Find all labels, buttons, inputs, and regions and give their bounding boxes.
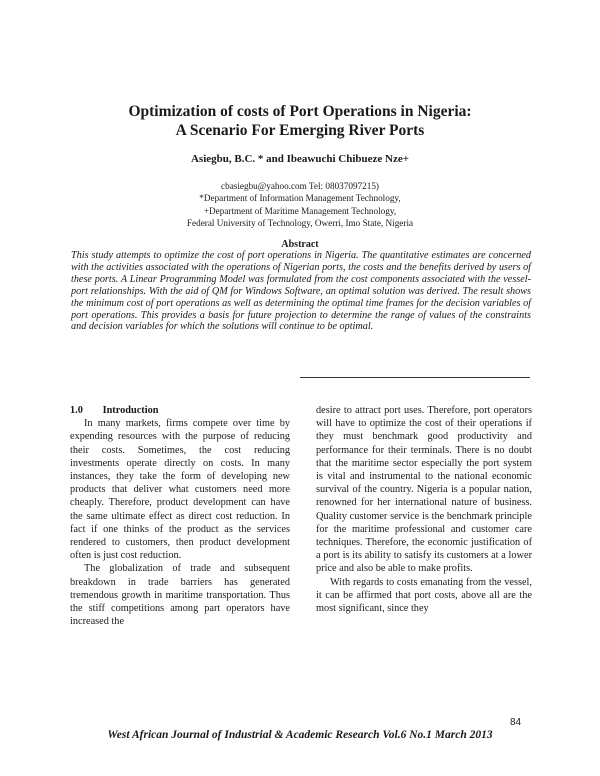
intro-paragraph-4: With regards to costs emanating from the vessel, it can be affirmed that port costs, above all are the most significant, since they <box>316 576 532 615</box>
intro-paragraph-1: In many markets, firms compete over time by expending resources with the purpose of reducing their costs. Sometimes, the cost reducing investments operate directly on costs. In many instances, they take the form of developing new products that deliver what customers need more cheaply. Therefore, product development can have the same ultimate effect as direct cost reduction. In fact if one thinks of the product as the services rendered to customers, then product development often is just cost reduction. <box>70 418 290 562</box>
paper-title <box>60 102 540 140</box>
section-number: 1.0 <box>70 405 83 416</box>
section-heading <box>70 404 290 417</box>
intro-paragraph-2: The globalization of trade and subsequent breakdown in trade barriers has generated tremendous growth in maritime transportation. Thus the stiff competitions among part operators have increased the <box>70 563 290 628</box>
right-column <box>316 404 532 615</box>
intro-paragraph-3: desire to attract port uses. Therefore, port operators will have to optimize the cost of their operations if they must benchmark good productivity and performance for their terminals. There is no doubt that the maritime sector especially the port system is vital and instrumental to the national economic survival of the country. Nigeria is a popular nation, renowned for her international nature of business. Quality customer service is the benchmark principle for the maritime professional and customer care techniques. Therefore, the economic justification of a port is its ability to satisfy its customers at a lower price and also be able to make profits. <box>316 405 532 575</box>
title-line-1: Optimization of costs of Port Operations in Nigeria: <box>128 103 472 120</box>
affiliations <box>80 180 520 229</box>
left-column <box>70 404 290 628</box>
journal-footer: West African Journal of Industrial & Academic Research Vol.6 No.1 March 2013 <box>107 729 493 741</box>
affiliation-line-1: *Department of Information Management Technology, <box>199 193 401 204</box>
section-title: Introduction <box>102 405 159 416</box>
affiliation-line-3: Federal University of Technology, Owerri, Imo State, Nigeria <box>186 217 414 228</box>
section-divider <box>300 377 530 378</box>
page-number: 84 <box>510 717 522 728</box>
affiliation-line-2: +Department of Maritime Management Technology, <box>203 205 397 216</box>
abstract-text: This study attempts to optimize the cost of port operations in Nigeria. The quantitative estimates are concerned with the activities associated with the operations of Nigerian ports, the costs and the benefits derived by users of these ports. A Linear Programming Model was formulated from the cost components associated with the vessel-port relationships. With the aid of QM for Windows Software, an optimal solution was derived. The result shows the minimum cost of port operations as well as determining the optimal time frames for the decision variables of port operations. This provides a basis for future projection to determine the range of values of the constraints and decision variables for which the solutions will continue to be optimal. <box>71 250 531 333</box>
abstract-heading: Abstract <box>281 239 319 250</box>
authors: Asiegbu, B.C. * and Ibeawuchi Chibueze Nze+ <box>190 153 410 165</box>
contact-line: cbasiegbu@yahoo.com Tel: 08037097215) <box>221 181 379 191</box>
title-line-2: A Scenario For Emerging River Ports <box>175 122 425 139</box>
